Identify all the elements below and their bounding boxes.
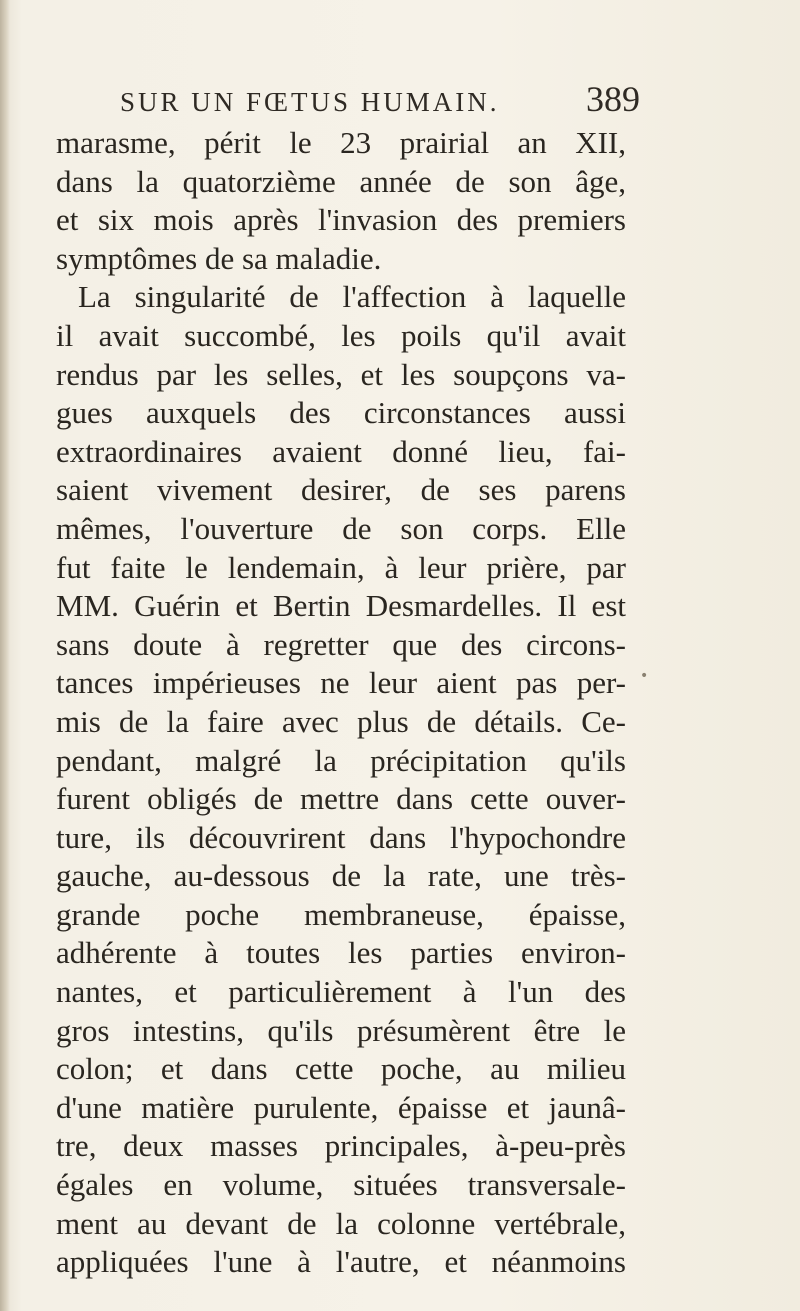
text-line: dans la quatorzième année de son âge, bbox=[56, 163, 626, 199]
text-line: rendus par les selles, et les soupçons va- bbox=[56, 356, 626, 392]
text-line: extraordinaires avaient donné lieu, fai- bbox=[56, 433, 626, 469]
text-line: nantes, et particulièrement à l'un des bbox=[56, 974, 626, 1010]
page-number: 389 bbox=[586, 79, 640, 119]
running-title: SUR UN FŒTUS HUMAIN. bbox=[120, 87, 500, 117]
text-line: gros intestins, qu'ils présumèrent être le bbox=[56, 1012, 626, 1048]
text-line: MM. Guérin et Bertin Desmardelles. Il est bbox=[56, 588, 626, 624]
running-head bbox=[120, 78, 640, 126]
text-line: tances impérieuses ne leur aient pas per- bbox=[56, 665, 626, 701]
paper-speck: • bbox=[640, 668, 649, 684]
text-line: La singularité de l'affection à laquelle bbox=[78, 279, 626, 315]
text-line: mis de la faire avec plus de détails. Ce- bbox=[56, 703, 626, 739]
text-line: et six mois après l'invasion des premiers bbox=[56, 202, 626, 238]
text-line: ment au devant de la colonne vertébrale, bbox=[56, 1205, 626, 1241]
body-text bbox=[56, 124, 626, 1282]
text-line: gauche, au-dessous de la rate, une très- bbox=[56, 858, 626, 894]
text-line: ture, ils découvrirent dans l'hypochondre bbox=[56, 819, 626, 855]
text-line: tre, deux masses principales, à-peu-près bbox=[56, 1128, 626, 1164]
text-line: marasme, périt le 23 prairial an XII, bbox=[56, 125, 626, 160]
text-line: symptômes de sa maladie. bbox=[56, 240, 382, 276]
text-line: mêmes, l'ouverture de son corps. Elle bbox=[56, 510, 626, 546]
text-line: adhérente à toutes les parties environ- bbox=[56, 935, 626, 971]
text-line: il avait succombé, les poils qu'il avait bbox=[56, 317, 626, 353]
text-line: furent obligés de mettre dans cette ouver- bbox=[56, 781, 626, 817]
text-line: colon; et dans cette poche, au milieu bbox=[56, 1051, 626, 1087]
text-line: pendant, malgré la précipitation qu'ils bbox=[56, 742, 626, 778]
binding-edge bbox=[0, 0, 10, 1311]
text-line: fut faite le lendemain, à leur prière, par bbox=[56, 549, 626, 585]
text-line: grande poche membraneuse, épaisse, bbox=[56, 896, 626, 932]
text-line: appliquées l'une à l'autre, et néanmoins bbox=[56, 1244, 626, 1280]
text-line: égales en volume, situées transversale- bbox=[56, 1167, 626, 1203]
text-line: saient vivement desirer, de ses parens bbox=[56, 472, 626, 508]
text-line: sans doute à regretter que des circons- bbox=[56, 626, 626, 662]
text-line: gues auxquels des circonstances aussi bbox=[56, 395, 626, 431]
text-line: d'une matière purulente, épaisse et jaunâ- bbox=[56, 1089, 626, 1125]
